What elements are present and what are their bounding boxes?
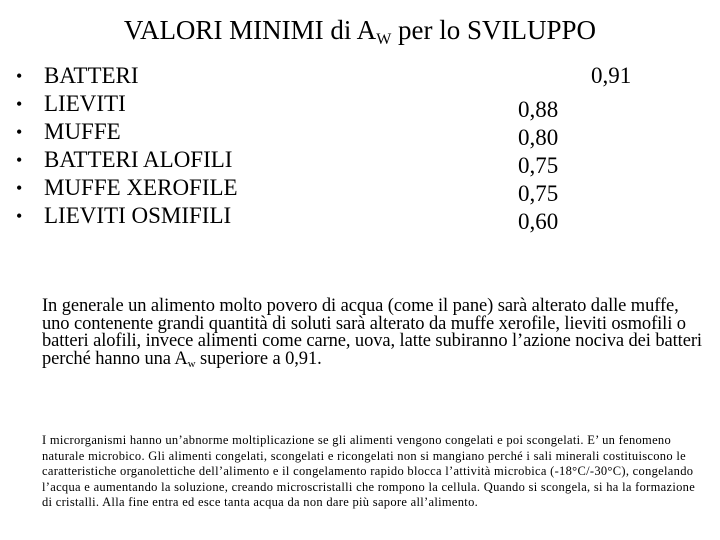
paragraph-text-end: superiore a 0,91. <box>195 348 322 369</box>
list-item <box>16 202 696 234</box>
bullet-list <box>16 62 696 234</box>
title-text: VALORI MINIMI di A <box>123 15 377 45</box>
bullet-icon: • <box>16 150 23 170</box>
title-suffix: per lo SVILUPPO <box>391 15 597 45</box>
item-value: 0,88 <box>518 97 559 122</box>
item-label: BATTERI <box>44 63 139 88</box>
item-label: LIEVITI OSMIFILI <box>44 203 232 228</box>
bullet-icon: • <box>16 178 23 198</box>
paragraph-subscript: w <box>187 357 196 370</box>
summary-paragraph <box>42 298 708 373</box>
list-item <box>16 90 696 122</box>
item-value: 0,91 <box>591 63 632 88</box>
footnote-paragraph: I microrganismi hanno un’abnorme moltiplicazione se gli alimenti vengono congelati e poi scongelati. E’ un fenomeno naturale microbico. Gli alimenti congelati, scongelati e ricongelati non si mangiano perché i sali minerali costituiscono le caratteristiche organolettiche dell’alimento e il congelamento rapido blocca l’attività microbica (-18°C/-30°C), congelando l’acqua e aumentando la soluzione, creando microscristalli che rompono la cellula. Quando si scongela, si ha la formazione di cristalli. Alla fine entra ed esce tanta acqua da non dare più sapore all’alimento. <box>42 433 696 509</box>
bullet-icon: • <box>16 122 23 142</box>
list-item <box>16 62 696 90</box>
item-value: 0,60 <box>518 209 559 234</box>
bullet-icon: • <box>16 206 23 226</box>
list-item <box>16 174 696 206</box>
item-value: 0,75 <box>518 153 559 178</box>
bullet-icon: • <box>16 66 23 86</box>
list-item <box>16 118 696 150</box>
bullet-icon: • <box>16 94 23 114</box>
paragraph-text: In generale un alimento molto povero di acqua (come il pane) sarà alterato dalle muffe, uno contenente grandi quantità di soluti sarà alterato da muffe xerofile, lieviti osmofili o batteri alofili, invece alimenti come carne, uova, latte subiranno l’azione nociva dei batteri perché hanno una A <box>42 296 702 369</box>
list-item <box>16 146 696 178</box>
item-label: MUFFE <box>44 119 121 144</box>
item-label: MUFFE XEROFILE <box>44 175 238 200</box>
item-label: LIEVITI <box>44 91 126 116</box>
item-label: BATTERI ALOFILI <box>44 147 233 172</box>
title-subscript: W <box>376 31 392 48</box>
slide-title <box>0 12 720 58</box>
item-value: 0,80 <box>518 125 559 150</box>
item-value: 0,75 <box>518 181 559 206</box>
